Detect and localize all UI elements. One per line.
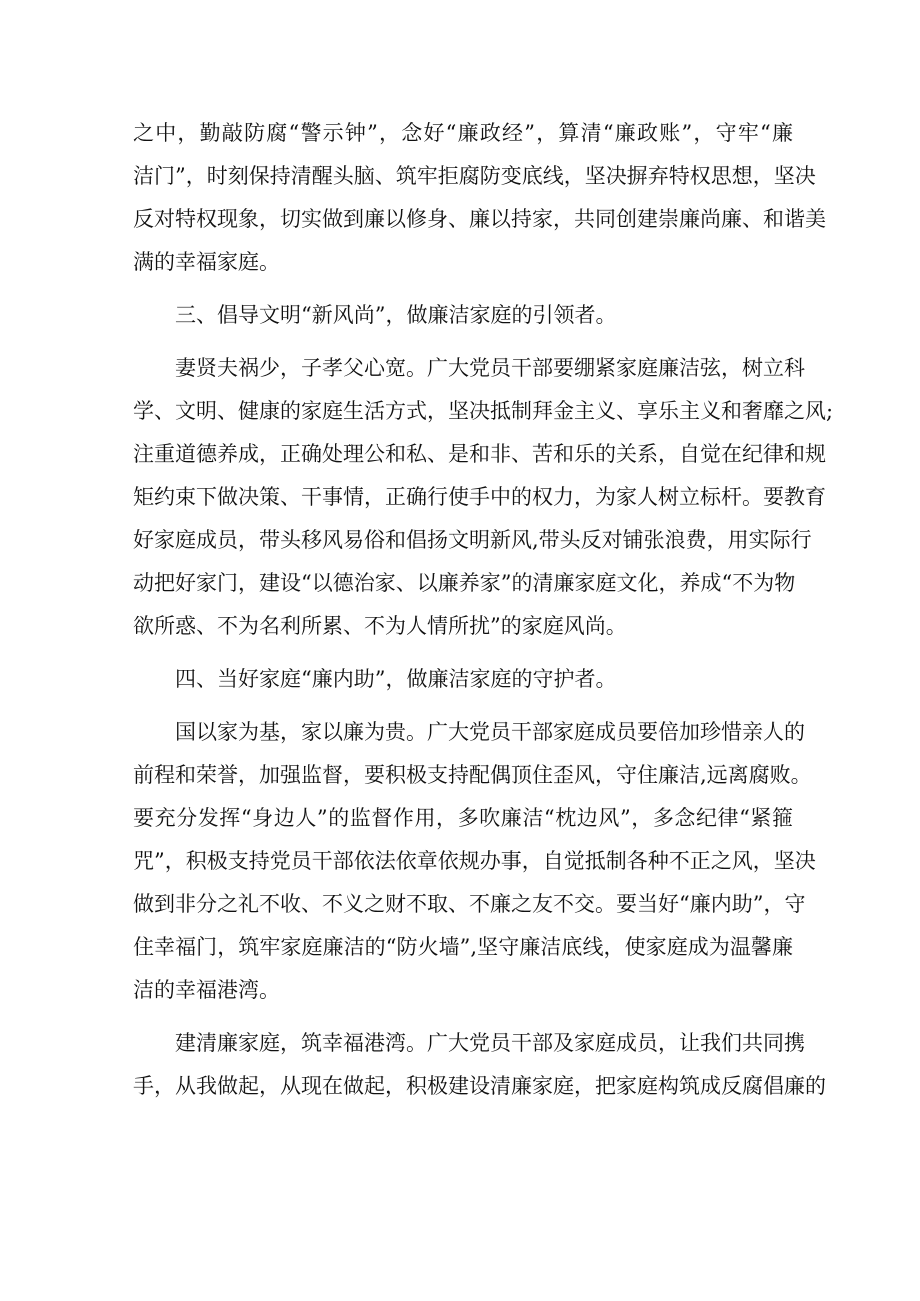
text-line: 注重道德养成，正确处理公和私、是和非、苦和乐的关系，自觉在纪律和规 (133, 442, 826, 466)
text-line: 咒”，积极支持党员干部依法依章依规办事，自觉抵制各种不正之风，坚决 (133, 849, 816, 873)
paragraph-4 (133, 711, 816, 1012)
heading-text: 三、倡导文明“新风尚”，做廉洁家庭的引领者。 (175, 303, 617, 327)
text-line: 好家庭成员，带头移风易俗和倡扬文明新风,带头反对铺张浪费，用实际行 (133, 528, 812, 552)
text-line: 满的幸福家庭。 (133, 250, 280, 274)
text-line: 矩约束下做决策、干事情，正确行使手中的权力，为家人树立标杆。要教育 (133, 485, 826, 509)
text-line: 要充分发挥“身边人”的监督作用，多吹廉洁“枕边风”，多念纪律“紧箍 (133, 806, 793, 830)
text-line: 做到非分之礼不收、不义之财不取、不廉之友不交。要当好“廉内助”，守 (133, 892, 806, 916)
text-line: 建清廉家庭，筑幸福港湾。广大党员干部及家庭成员，让我们共同携 (175, 1031, 805, 1055)
text-line: 国以家为基，家以廉为贵。广大党员干部家庭成员要倍加珍惜亲人的 (175, 720, 805, 744)
text-line: 之中，勤敲防腐“警示钟”，念好“廉政经”，算清“廉政账”，守牢“廉 (133, 121, 793, 145)
text-line: 前程和荣誉，加强监督，要积极支持配偶顶住歪风，守住廉洁,远离腐败。 (133, 763, 812, 787)
section-heading-3 (133, 294, 793, 337)
text-line: 欲所惑、不为名利所累、不为人情所扰”的家庭风尚。 (133, 614, 627, 638)
paragraph-5 (133, 1022, 826, 1108)
document-body (133, 112, 834, 1118)
text-line: 手，从我做起，从现在做起，积极建设清廉家庭，把家庭构筑成反腐倡廉的 (133, 1074, 826, 1098)
text-line: 学、文明、健康的家庭生活方式，坚决抵制拜金主义、享乐主义和奢靡之风; (133, 399, 834, 423)
text-line: 反对特权现象，切实做到廉以修身、廉以持家，共同创建崇廉尚廉、和谐美 (133, 207, 826, 231)
text-line: 洁的幸福港湾。 (133, 978, 280, 1002)
text-line: 洁门”，时刻保持清醒头脑、筑牢拒腐防变底线，坚决摒弃特权思想，坚决 (133, 164, 816, 188)
paragraph-continuation (133, 112, 826, 284)
heading-text: 四、当好家庭“廉内助”，做廉洁家庭的守护者。 (175, 667, 617, 691)
paragraph-3 (133, 347, 834, 648)
text-line: 住幸福门，筑牢家庭廉洁的“防火墙”,坚守廉洁底线，使家庭成为温馨廉 (133, 935, 793, 959)
text-line: 动把好家门，建设“以德治家、以廉养家”的清廉家庭文化，养成“不为物 (133, 571, 796, 595)
text-line: 妻贤夫祸少，子孝父心宽。广大党员干部要绷紧家庭廉洁弦，树立科 (175, 356, 805, 380)
section-heading-4 (133, 658, 793, 701)
